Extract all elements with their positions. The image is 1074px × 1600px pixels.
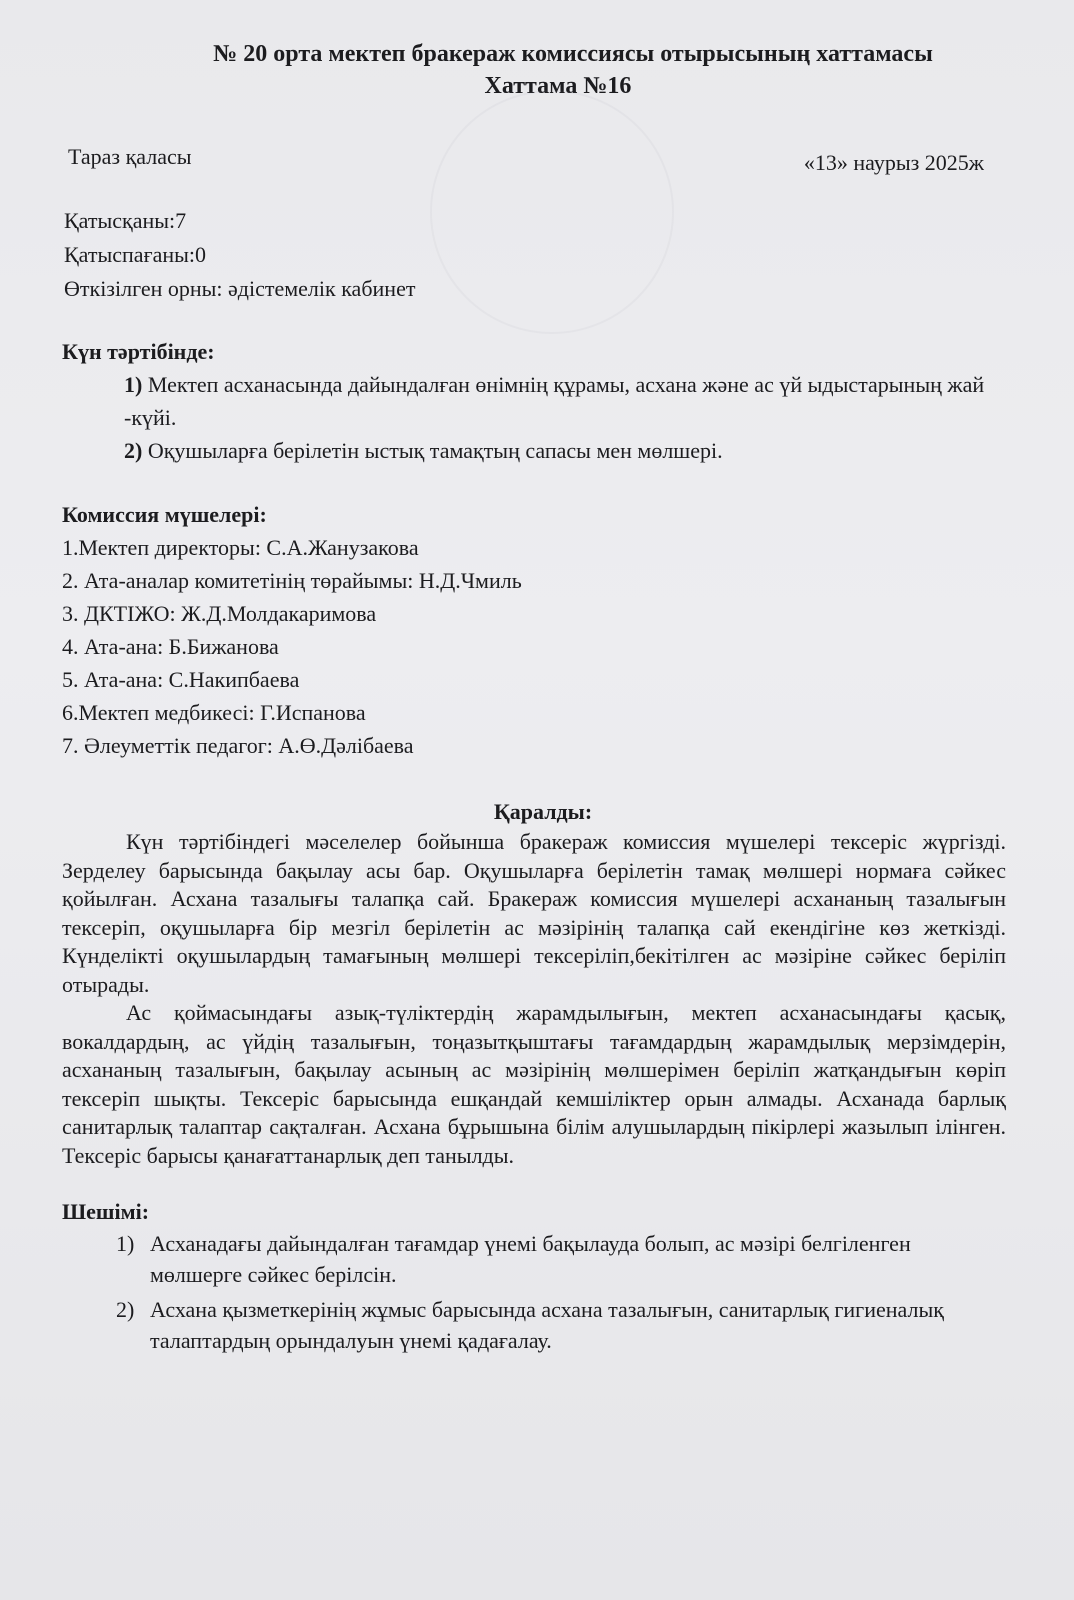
attendance-absent: Қатыспағаны:0: [64, 242, 207, 267]
member-item: 2. Ата-аналар комитетінің төрайымы: Н.Д.Чмиль: [62, 568, 522, 593]
agenda-section: [62, 336, 1014, 467]
protocol-number: Хаттама №16: [484, 73, 632, 99]
member-item: 4. Ата-ана: Б.Бижанова: [62, 634, 279, 659]
member-item: 1.Мектеп директоры: С.А.Жанузакова: [62, 535, 419, 560]
review-paragraph: Күн тәртібіндегі мәселелер бойынша бракераж комиссия мүшелері тексеріс жүргізді. Зерделеу барысында бақылау асы бар. Оқушыларға берілетін тамақ мөлшері нормаға сәйкес қойылған. Асхана тазалығы талапқа сай. Бракераж комиссия мүшелері асхананың тазалығын тексеріп, оқушыларға бір мезгіл берілетін ас мәзірінің талапқа сай екендігіне көз жеткізді. Күнделікті оқушылардың тамағының мөлшері тексеріліп,бекітілген ас мәзіріне сәйкес беріліп отырады.: [62, 829, 1006, 997]
agenda-item-number: 2): [124, 438, 143, 463]
decision-item: [62, 1294, 1014, 1356]
agenda-item-text: Мектеп асханасында дайындалған өнімнің құрамы, асхана және ас үй ыдыстарының жай -күйі.: [124, 372, 985, 430]
member-item: 3. ДКТІЖО: Ж.Д.Молдакаримова: [62, 601, 377, 626]
decision-section: [62, 1196, 1014, 1356]
meeting-location: Өткізілген орны: әдістемелік кабинет: [64, 276, 416, 301]
member-item: 6.Мектеп медбикесі: Г.Испанова: [62, 700, 366, 725]
faint-stamp-mark: [430, 90, 674, 334]
decision-item: [62, 1228, 1014, 1290]
members-heading: Комиссия мүшелері:: [62, 502, 267, 527]
member-item: 7. Әлеуметтік педагог: А.Ө.Дәлібаева: [62, 733, 414, 758]
decision-item-number: 2): [116, 1297, 135, 1322]
decision-item-text: Асханадағы дайындалған тағамдар үнемі бақылауда болып, ас мәзірі белгіленген мөлшерге сәйкес берілсін.: [150, 1231, 911, 1287]
title-line-1: № 20 орта мектеп бракераж комиссиясы отырысының хаттамасы: [213, 41, 933, 67]
attendance-present: Қатысқаны:7: [64, 208, 187, 233]
decision-item-number: 1): [116, 1231, 135, 1256]
date: «13» наурыз 2025ж: [803, 150, 984, 175]
members-section: [62, 499, 1014, 762]
review-paragraph: Ас қоймасындағы азық-түліктердің жарамдылығын, мектеп асханасындағы қасық, вокалдардың, ас үйдің тазалығын, тоңазытқыштағы тағамдардың жарамдылық мерзімдерін, асхананың тазалығын, бақылау асының ас мәзірінің мөлшерімен беріліп жатқандығын көріп тексеріп шықты. Тексеріс барысында ешқандай кемшіліктер орын алмады. Асханада барлық санитарлық талаптар сақталған. Асхана бұрышына білім алушылардың пікірлері жазылып ілінген. Тексеріс барысы қанағаттанарлық деп танылды.: [62, 1000, 1006, 1168]
place-date-row: [62, 136, 1014, 176]
agenda-item: [62, 368, 1014, 434]
agenda-item-number: 1): [124, 372, 143, 397]
agenda-heading: Күн тәртібінде:: [62, 339, 215, 364]
agenda-item: [62, 434, 1014, 467]
review-heading: Қаралды:: [493, 799, 593, 824]
member-item: 5. Ата-ана: С.Накипбаева: [62, 667, 300, 692]
city: Тараз қаласы: [68, 144, 192, 169]
agenda-item-text: Оқушыларға берілетін ыстық тамақтың сапасы мен мөлшері.: [142, 438, 723, 463]
decision-item-text: Асхана қызметкерінің жұмыс барысында асхана тазалығын, санитарлық гигиеналық талаптардың орындалуын үнемі қадағалау.: [150, 1297, 944, 1353]
decision-heading: Шешімі:: [62, 1199, 150, 1224]
